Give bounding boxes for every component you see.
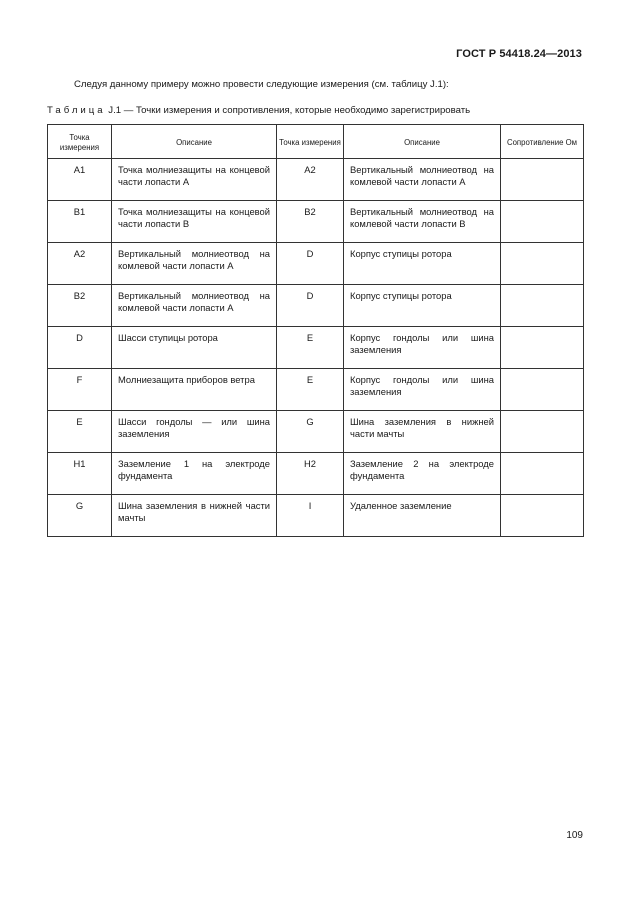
resistance-cell[interactable] xyxy=(501,327,584,369)
description-cell: Вертикальный молниеотвод на комлевой части лопасти А xyxy=(112,243,277,285)
point-cell: B1 xyxy=(48,201,112,243)
resistance-cell[interactable] xyxy=(501,495,584,537)
table-title-caption: J.1 — Точки измерения и сопротивления, которые необходимо зарегистрировать xyxy=(108,105,471,116)
table-row xyxy=(48,369,584,411)
point-cell: H1 xyxy=(48,453,112,495)
table-row xyxy=(48,495,584,537)
resistance-cell[interactable] xyxy=(501,411,584,453)
table-row xyxy=(48,243,584,285)
description-cell: Точка молниезащиты на концевой части лопасти В xyxy=(112,201,277,243)
column-header-resistance: Сопротивление Ом xyxy=(501,125,584,159)
resistance-cell[interactable] xyxy=(501,453,584,495)
point-cell: A2 xyxy=(277,159,344,201)
description-cell: Корпус ступицы ротора xyxy=(344,285,501,327)
description-cell: Корпус гондолы или шина заземления xyxy=(344,327,501,369)
resistance-cell[interactable] xyxy=(501,159,584,201)
point-cell: B2 xyxy=(48,285,112,327)
point-cell: I xyxy=(277,495,344,537)
column-header-point-2: Точка измерения xyxy=(277,125,344,159)
table-row xyxy=(48,159,584,201)
point-cell: E xyxy=(277,369,344,411)
table-row xyxy=(48,453,584,495)
point-cell: B2 xyxy=(277,201,344,243)
description-cell: Молниезащита приборов ветра xyxy=(112,369,277,411)
point-cell: A2 xyxy=(48,243,112,285)
point-cell: E xyxy=(48,411,112,453)
table-row xyxy=(48,327,584,369)
description-cell: Шина заземления в нижней части мачты xyxy=(344,411,501,453)
point-cell: G xyxy=(277,411,344,453)
table-row xyxy=(48,201,584,243)
description-cell: Шасси гондолы — или шина заземления xyxy=(112,411,277,453)
resistance-cell[interactable] xyxy=(501,285,584,327)
description-cell: Точка молниезащиты на концевой части лопасти А xyxy=(112,159,277,201)
page-number: 109 xyxy=(566,830,583,841)
description-cell: Удаленное заземление xyxy=(344,495,501,537)
resistance-cell[interactable] xyxy=(501,243,584,285)
table-title-label: Таблица xyxy=(47,105,106,116)
point-cell: D xyxy=(48,327,112,369)
point-cell: H2 xyxy=(277,453,344,495)
description-cell: Вертикальный молниеотвод на комлевой части лопасти А xyxy=(344,159,501,201)
point-cell: D xyxy=(277,243,344,285)
description-cell: Корпус гондолы или шина заземления xyxy=(344,369,501,411)
resistance-cell[interactable] xyxy=(501,201,584,243)
table-header-row xyxy=(48,125,584,159)
column-header-point-1: Точка измерения xyxy=(48,125,112,159)
resistance-cell[interactable] xyxy=(501,369,584,411)
description-cell: Вертикальный молниеотвод на комлевой части лопасти В xyxy=(344,201,501,243)
point-cell: A1 xyxy=(48,159,112,201)
table-row xyxy=(48,411,584,453)
description-cell: Шасси ступицы ротора xyxy=(112,327,277,369)
table-row xyxy=(48,285,584,327)
description-cell: Шина заземления в нижней части мачты xyxy=(112,495,277,537)
description-cell: Заземление 2 на электроде фундамента xyxy=(344,453,501,495)
point-cell: G xyxy=(48,495,112,537)
point-cell: E xyxy=(277,327,344,369)
column-header-description-2: Описание xyxy=(344,125,501,159)
point-cell: D xyxy=(277,285,344,327)
column-header-description-1: Описание xyxy=(112,125,277,159)
point-cell: F xyxy=(48,369,112,411)
table-title xyxy=(47,105,470,116)
measurement-table xyxy=(47,124,584,537)
description-cell: Корпус ступицы ротора xyxy=(344,243,501,285)
intro-paragraph: Следуя данному примеру можно провести следующие измерения (см. таблицу J.1): xyxy=(74,79,449,90)
document-code: ГОСТ Р 54418.24—2013 xyxy=(456,48,582,60)
description-cell: Заземление 1 на электроде фундамента xyxy=(112,453,277,495)
description-cell: Вертикальный молниеотвод на комлевой части лопасти А xyxy=(112,285,277,327)
